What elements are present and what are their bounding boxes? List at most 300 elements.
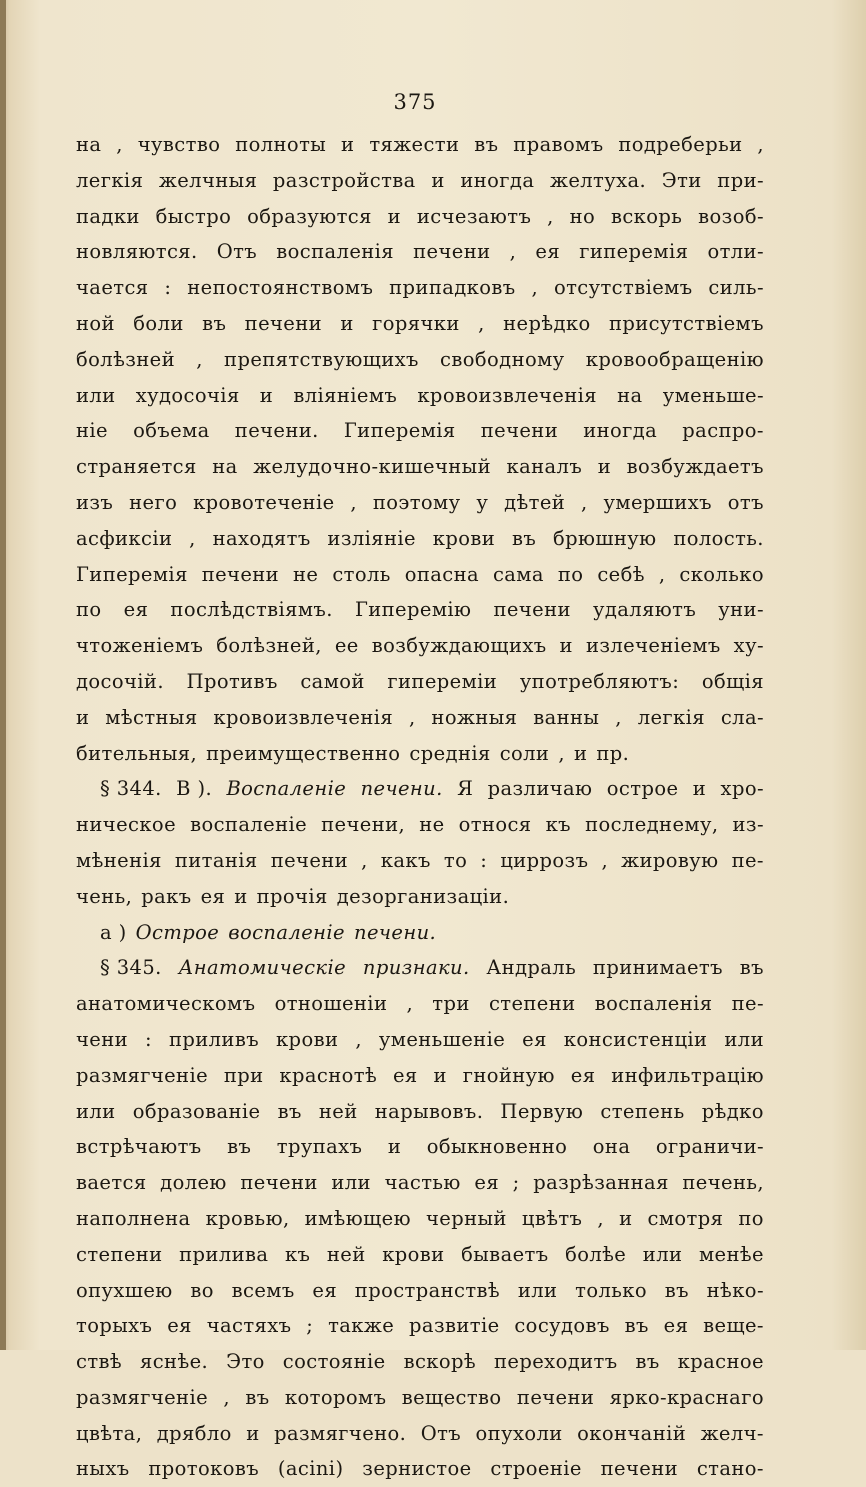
- word: принимаетъ: [592, 956, 723, 980]
- word: переходитъ: [494, 1350, 618, 1374]
- word: при-: [717, 168, 764, 192]
- word: ,: [116, 133, 123, 156]
- text-line: [76, 378, 764, 414]
- word: ,: [355, 1027, 362, 1051]
- text-line: [76, 1237, 764, 1273]
- text-line: [76, 664, 764, 700]
- word: ограничи-: [655, 1135, 764, 1159]
- word: печени: [480, 419, 559, 443]
- word: излеченіемъ: [585, 634, 721, 658]
- word: нарывовъ.: [374, 1099, 484, 1123]
- word: желтуха.: [549, 168, 647, 192]
- word: также: [328, 1314, 395, 1338]
- word: имѣющею: [304, 1206, 411, 1230]
- word: Это: [226, 1350, 265, 1374]
- word: Воспаленіе: [226, 777, 347, 801]
- word: Гиперемія: [343, 419, 456, 443]
- word: цвѣта,: [76, 1421, 143, 1445]
- text-line: [76, 306, 764, 342]
- word: отсутствіемъ: [553, 276, 693, 300]
- word: всемъ: [231, 1278, 295, 1302]
- word: ее: [334, 634, 359, 658]
- word: вліяніемъ: [293, 383, 398, 407]
- word: печени.: [353, 920, 437, 944]
- word: отношеніи: [274, 992, 388, 1016]
- word: только: [575, 1278, 647, 1302]
- word: новляются.: [76, 240, 198, 264]
- word: быстро: [155, 204, 232, 228]
- word: ;: [512, 1171, 520, 1195]
- word: тяжести: [369, 133, 460, 156]
- word: ея: [663, 1314, 689, 1338]
- word: окончаній: [577, 1421, 687, 1445]
- word: вается: [76, 1171, 147, 1195]
- word: отли-: [707, 240, 764, 264]
- word: преимущественно: [206, 741, 401, 765]
- word: ея: [474, 1171, 500, 1195]
- text-line: [76, 199, 764, 235]
- word: последнему,: [585, 813, 719, 837]
- word: полноты: [235, 133, 327, 156]
- word: изъ: [76, 490, 114, 514]
- word: болѣзней,: [216, 634, 322, 658]
- text-line: [76, 1273, 764, 1309]
- text-line: [76, 592, 764, 628]
- word: смотря: [647, 1206, 724, 1230]
- word: торыхъ: [76, 1314, 153, 1338]
- word: или: [76, 1099, 116, 1123]
- text-line: [76, 1451, 764, 1487]
- word: мѣстныя: [105, 705, 198, 729]
- word: каналъ: [506, 455, 583, 479]
- word: пр.: [596, 741, 630, 765]
- word: кровообращенію: [585, 347, 764, 371]
- word: по: [76, 598, 102, 622]
- word: образуются: [247, 204, 372, 228]
- word: а ): [100, 920, 127, 944]
- word: чается: [76, 276, 149, 300]
- word: дѣтей: [504, 490, 566, 514]
- word: ея: [312, 1278, 338, 1302]
- word: уни-: [718, 598, 764, 622]
- word: Противъ: [186, 669, 278, 693]
- word: трупахъ: [276, 1135, 363, 1159]
- text-line: [76, 1129, 764, 1165]
- word: послѣдствіямъ.: [170, 598, 333, 622]
- text-line: [76, 270, 764, 306]
- word: болѣзней: [76, 347, 175, 371]
- word: поэтому: [372, 490, 461, 514]
- word: ея: [570, 1063, 596, 1087]
- word: менѣе: [698, 1242, 764, 1266]
- word: жировую: [621, 848, 719, 872]
- word: стано-: [696, 1457, 764, 1481]
- word: на: [76, 133, 102, 156]
- text-line: [76, 1308, 764, 1344]
- word: ея: [200, 884, 226, 908]
- word: среднія: [409, 741, 491, 765]
- word: Острое: [135, 920, 220, 944]
- word: болѣе: [565, 1242, 627, 1266]
- word: присутствіемъ: [609, 311, 764, 335]
- text-line: [76, 986, 764, 1022]
- word: ху-: [733, 634, 764, 658]
- word: припадковъ: [389, 276, 516, 300]
- word: и: [573, 741, 588, 765]
- text-line: [76, 879, 764, 915]
- word: ніе: [76, 419, 108, 443]
- text-line: [76, 163, 764, 199]
- word: размягченіе: [76, 1385, 209, 1409]
- word: ванны: [533, 705, 600, 729]
- text-line: [76, 915, 764, 951]
- word: или: [331, 1171, 371, 1195]
- word: ,: [223, 1385, 231, 1409]
- word: печень,: [682, 1171, 764, 1195]
- word: не: [419, 813, 445, 837]
- word: встрѣчаютъ: [76, 1135, 202, 1159]
- word: ,: [478, 311, 485, 335]
- word: то: [443, 848, 468, 872]
- word: признаки.: [362, 956, 470, 980]
- word: из-: [732, 813, 764, 837]
- word: худосочія: [135, 383, 240, 407]
- word: свободному: [440, 347, 565, 371]
- word: въ: [635, 1350, 660, 1374]
- word: дезорганизаціи.: [336, 884, 510, 908]
- word: ,: [658, 562, 666, 586]
- word: иногда: [460, 168, 535, 192]
- word: гнойную: [462, 1063, 555, 1087]
- word: въ: [664, 1278, 689, 1302]
- word: Гиперемія: [76, 562, 188, 586]
- word: ней: [326, 1242, 366, 1266]
- word: сама: [492, 562, 544, 586]
- word: падки: [76, 204, 140, 228]
- word: соли: [499, 741, 550, 765]
- word: Я: [457, 777, 474, 801]
- page-number: 375: [393, 90, 437, 114]
- word: желудочно-кишечный: [253, 455, 491, 479]
- word: печени.: [360, 777, 443, 801]
- word: вскорь: [610, 204, 683, 228]
- word: возбуждающихъ: [371, 634, 547, 658]
- word: протоковъ: [148, 1457, 260, 1481]
- word: нѣко-: [706, 1278, 764, 1302]
- word: мѣненія: [76, 848, 162, 872]
- page-spine-edge: [0, 0, 6, 1350]
- word: и: [431, 168, 445, 192]
- word: и: [692, 777, 707, 801]
- word: кровоизвлеченія: [417, 383, 597, 407]
- word: ной: [76, 311, 115, 335]
- word: она: [592, 1135, 631, 1159]
- word: сколько: [679, 562, 764, 586]
- word: объема: [133, 419, 210, 443]
- word: кровоизвлеченія: [213, 705, 394, 729]
- text-line: [76, 1380, 764, 1416]
- word: легкія: [76, 168, 144, 192]
- word: ,: [196, 347, 203, 371]
- word: и: [259, 383, 274, 407]
- word: ея: [392, 1063, 418, 1087]
- word: развитіе: [409, 1314, 500, 1338]
- word: возоб-: [698, 204, 764, 228]
- word: въ: [511, 526, 537, 550]
- word: черный: [426, 1206, 507, 1230]
- word: сла-: [720, 705, 764, 729]
- word: или: [517, 1278, 558, 1302]
- word: ,: [597, 1206, 605, 1230]
- word: чень,: [76, 884, 133, 908]
- word: :: [164, 276, 172, 300]
- word: ярко-краснаго: [609, 1385, 764, 1409]
- word: кровотеченіе: [193, 490, 335, 514]
- word: цвѣтъ: [521, 1206, 583, 1230]
- word: у: [476, 490, 489, 514]
- word: и: [387, 204, 402, 228]
- word: воспаленіе: [190, 813, 308, 837]
- word: гиперемія: [579, 240, 689, 264]
- word: въ: [227, 1135, 252, 1159]
- word: образованіе: [132, 1099, 261, 1123]
- word: легкія: [637, 705, 705, 729]
- word: крови: [382, 1242, 445, 1266]
- word: удаляютъ: [593, 598, 697, 622]
- text-line: [76, 413, 764, 449]
- word: къ: [545, 813, 571, 837]
- word: частяхъ: [206, 1314, 292, 1338]
- word: чени: [76, 1027, 129, 1051]
- word: бительныя,: [76, 741, 198, 765]
- word: разрѣзанная: [533, 1171, 669, 1195]
- word: но: [569, 204, 596, 228]
- text-line: [76, 843, 764, 879]
- word: ,: [558, 741, 565, 765]
- word: или: [76, 383, 116, 407]
- text-line: [76, 1416, 764, 1452]
- word: въ: [624, 1314, 649, 1338]
- word: и: [559, 634, 573, 658]
- word: умершихъ: [603, 490, 712, 514]
- word: пространствѣ: [354, 1278, 501, 1302]
- word: опухшею: [76, 1278, 173, 1302]
- word: :: [480, 848, 488, 872]
- word: печени: [244, 311, 323, 335]
- word: по: [557, 562, 584, 586]
- word: горячки: [372, 311, 460, 335]
- word: размягчено.: [274, 1421, 407, 1445]
- word: ,: [509, 240, 517, 264]
- word: Анатомическіе: [178, 956, 347, 980]
- word: (acini): [277, 1457, 344, 1481]
- word: ,: [547, 204, 554, 228]
- word: ,: [350, 490, 357, 514]
- word: крови: [432, 526, 496, 550]
- text-line: [76, 521, 764, 557]
- word: ,: [531, 276, 539, 300]
- word: дрябло: [156, 1421, 232, 1445]
- word: и: [433, 1063, 447, 1087]
- word: изліяніе: [327, 526, 416, 550]
- word: во: [190, 1278, 214, 1302]
- word: и: [340, 311, 354, 335]
- word: ея: [167, 1314, 192, 1338]
- word: Отъ: [420, 1421, 462, 1445]
- text-line: [76, 628, 764, 664]
- word: ,: [615, 705, 622, 729]
- word: и: [387, 1135, 402, 1159]
- word: Гиперемію: [354, 598, 472, 622]
- word: и: [246, 1421, 260, 1445]
- word: и: [341, 133, 355, 156]
- text-line: [76, 449, 764, 485]
- word: рѣдко: [701, 1099, 764, 1123]
- word: ней: [318, 1099, 358, 1123]
- word: степень: [600, 1099, 685, 1123]
- word: строеніе: [490, 1457, 582, 1481]
- word: веще-: [703, 1314, 764, 1338]
- word: полость.: [673, 526, 764, 550]
- word: § 344.: [100, 777, 162, 801]
- word: краснотѣ: [279, 1063, 378, 1087]
- word: прочія: [256, 884, 328, 908]
- word: правомъ: [513, 133, 604, 156]
- word: страняется: [76, 455, 197, 479]
- word: острое: [606, 777, 679, 801]
- word: или: [642, 1242, 683, 1266]
- text-line: [76, 127, 764, 163]
- word: вскорѣ: [403, 1350, 477, 1374]
- word: столь: [332, 562, 391, 586]
- word: ея: [535, 240, 561, 264]
- word: въ: [277, 1099, 302, 1123]
- word: ствѣ: [76, 1350, 123, 1374]
- word: чтоженіемъ: [76, 634, 204, 658]
- word: при: [223, 1063, 264, 1087]
- word: исчезаютъ: [416, 204, 532, 228]
- word: гипереміи: [387, 669, 498, 693]
- word: крови: [275, 1027, 339, 1051]
- word: приливъ: [168, 1027, 259, 1051]
- word: печени: [270, 848, 349, 872]
- word: уменьше-: [662, 383, 764, 407]
- text-line: [76, 1344, 764, 1380]
- word: Первую: [500, 1099, 584, 1123]
- word: печени.: [234, 419, 319, 443]
- word: степени: [76, 1242, 163, 1266]
- word: относя: [458, 813, 532, 837]
- word: воспаленіе: [228, 920, 345, 944]
- word: и: [619, 1206, 633, 1230]
- word: непостоянствомъ: [187, 276, 374, 300]
- word: циррозъ: [500, 848, 589, 872]
- word: прилива: [179, 1242, 269, 1266]
- word: самой: [300, 669, 365, 693]
- word: хро-: [720, 777, 764, 801]
- word: ея: [123, 598, 149, 622]
- word: яснѣе.: [140, 1350, 209, 1374]
- word: асфиксіи: [76, 526, 173, 550]
- word: которомъ: [284, 1385, 387, 1409]
- word: § 345.: [100, 956, 162, 980]
- word: и: [597, 455, 612, 479]
- word: досочій.: [76, 669, 164, 693]
- word: разстройства: [272, 168, 416, 192]
- word: ническое: [76, 813, 177, 837]
- word: :: [145, 1027, 152, 1051]
- word: опасна: [404, 562, 480, 586]
- word: нерѣдко: [503, 311, 591, 335]
- word: печени: [413, 240, 491, 264]
- word: желчныя: [158, 168, 258, 192]
- text-line: [76, 950, 764, 986]
- word: или: [724, 1027, 764, 1051]
- word: ,: [408, 705, 416, 729]
- word: опухоли: [475, 1421, 563, 1445]
- word: наполнена: [76, 1206, 191, 1230]
- word: ныхъ: [76, 1457, 130, 1481]
- word: различаю: [487, 777, 593, 801]
- word: ,: [361, 848, 368, 872]
- word: анатомическомъ: [76, 992, 256, 1016]
- word: распро-: [682, 419, 764, 443]
- word: печени: [493, 598, 571, 622]
- text-line: [76, 485, 764, 521]
- word: пе-: [731, 848, 764, 872]
- text-line: [76, 1165, 764, 1201]
- word: ,: [189, 526, 196, 550]
- word: печени: [516, 1385, 595, 1409]
- word: и: [234, 884, 248, 908]
- word: возбуждаетъ: [626, 455, 764, 479]
- word: находятъ: [212, 526, 311, 550]
- word: ,: [581, 490, 588, 514]
- word: печени: [600, 1457, 679, 1481]
- word: ;: [306, 1314, 314, 1338]
- word: на: [617, 383, 643, 407]
- word: общія: [701, 669, 764, 693]
- text-line: [76, 771, 764, 807]
- word: долею: [160, 1171, 227, 1195]
- word: употребляютъ:: [519, 669, 680, 693]
- word: степени: [488, 992, 576, 1016]
- text-line: [76, 700, 764, 736]
- word: чувство: [137, 133, 221, 156]
- text-line: [76, 1022, 764, 1058]
- text-line: [76, 557, 764, 593]
- word: кровью,: [205, 1206, 290, 1230]
- word: ,: [757, 133, 764, 156]
- text-line: [76, 1094, 764, 1130]
- word: ,: [601, 848, 609, 872]
- word: питанія: [174, 848, 258, 872]
- word: ,: [406, 992, 414, 1016]
- word: Андраль: [486, 956, 577, 980]
- word: въ: [739, 956, 764, 980]
- word: въ: [202, 311, 227, 335]
- word: зернистое: [362, 1457, 472, 1481]
- word: инфильтрацію: [611, 1063, 764, 1087]
- word: состояніе: [282, 1350, 386, 1374]
- word: ракъ: [141, 884, 192, 908]
- word: на: [212, 455, 238, 479]
- word: размягченіе: [76, 1063, 209, 1087]
- word: по: [738, 1206, 764, 1230]
- word: Отъ: [216, 240, 258, 264]
- word: ея: [522, 1027, 547, 1051]
- word: не: [293, 562, 319, 586]
